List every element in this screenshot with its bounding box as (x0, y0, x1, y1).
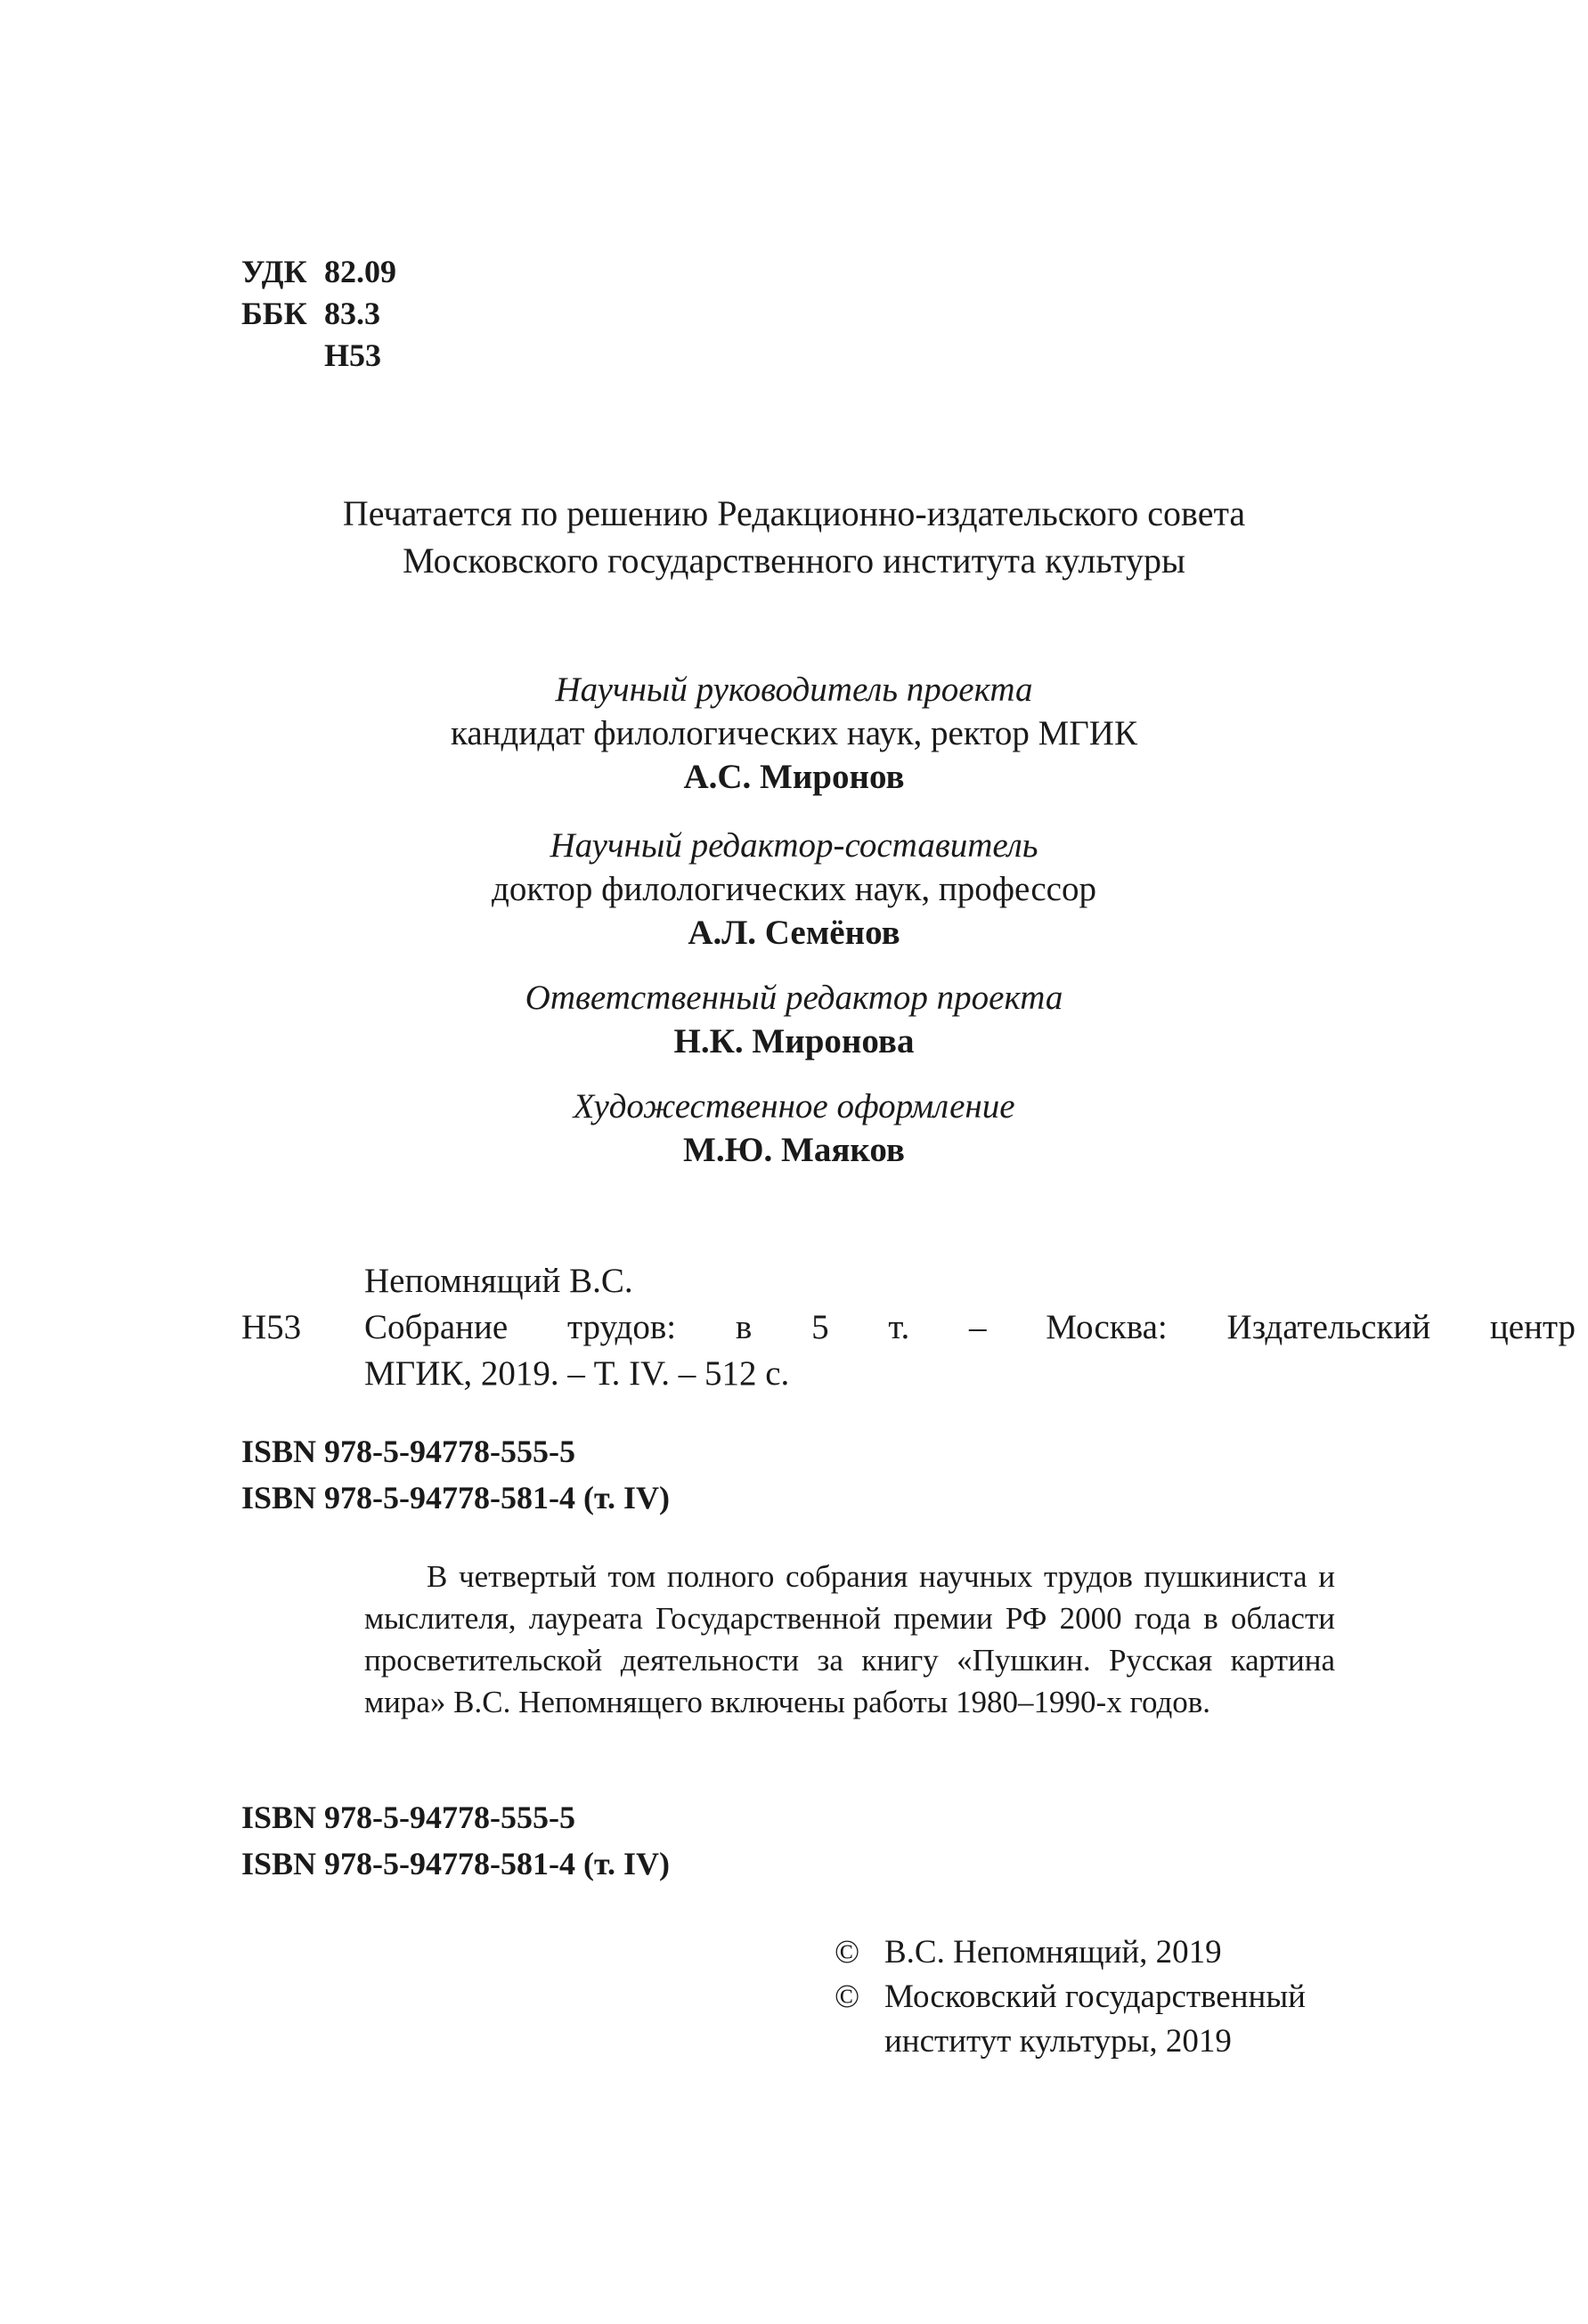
bib-author-code: Н53 (241, 1308, 302, 1346)
bbk-value: 83.3 (324, 296, 380, 331)
author-mark: Н53 (324, 337, 382, 373)
credit-title: доктор филологических наук, профессор (492, 870, 1096, 908)
isbn-volume: ISBN 978-5-94778-581-4 (т. IV) (241, 1480, 670, 1515)
isbn-series: ISBN 978-5-94778-555-5 (241, 1800, 575, 1835)
classification-block (241, 251, 396, 377)
credit-managing-editor (0, 976, 1588, 1063)
udk-value: 82.09 (324, 254, 396, 289)
credit-role: Ответственный редактор проекта (525, 979, 1063, 1017)
bib-title-line-2: МГИК, 2019. – Т. IV. – 512 с. (364, 1354, 790, 1393)
copyright-block (835, 1930, 1306, 2064)
isbn-block-top (241, 1428, 670, 1521)
copyright-institute-line-1: Московский государственный (884, 1979, 1306, 2015)
isbn-series: ISBN 978-5-94778-555-5 (241, 1434, 575, 1469)
udk-label: УДК (241, 254, 307, 289)
copyright-author-text: В.С. Непомнящий, 2019 (884, 1934, 1222, 1971)
isbn-volume: ISBN 978-5-94778-581-4 (т. IV) (241, 1846, 670, 1881)
isbn-block-bottom (241, 1794, 670, 1887)
credit-name: А.С. Миронов (683, 758, 905, 796)
bbk-row (241, 293, 396, 335)
credit-role: Научный руководитель проекта (555, 670, 1033, 709)
credit-title: кандидат филологических наук, ректор МГИК (451, 714, 1137, 752)
author-mark-row (241, 335, 396, 377)
copyright-symbol: © (835, 1934, 860, 1971)
copyright-symbol: © (835, 1979, 860, 2015)
credit-scientific-editor (0, 824, 1588, 955)
abstract-paragraph: В четвертый том полного собрания научных трудов пушкиниста и мыслителя, лауреата Государственной премии РФ 2000 года в области просветительской деятельности за книгу «Пушкин. Русская картина мира» В.С. Непомнящего включены работы 1980–1990-х годов. (364, 1559, 1335, 1719)
copyright-institute (835, 1975, 1306, 2064)
bbk-label: ББК (241, 296, 307, 331)
credit-name: А.Л. Семёнов (688, 914, 900, 952)
bib-title-line-1: Собрание трудов: в 5 т. – Москва: Издательский центр (364, 1308, 1576, 1346)
credit-role: Научный редактор-составитель (550, 826, 1038, 865)
bib-author: Непомнящий В.С. (364, 1262, 633, 1300)
publication-note-line-1: Печатается по решению Редакционно-издательского совета (342, 493, 1246, 533)
publication-note-line-2: Московского государственного института культуры (403, 540, 1185, 581)
credit-role: Художественное оформление (573, 1087, 1015, 1125)
credit-name: Н.К. Миронова (673, 1022, 915, 1060)
credit-name: М.Ю. Маяков (683, 1131, 905, 1169)
credit-scientific-director (0, 668, 1588, 799)
credit-art-design (0, 1085, 1588, 1172)
copyright-author (835, 1930, 1306, 1975)
udk-row (241, 251, 396, 293)
publication-note (0, 490, 1588, 584)
copyright-institute-line-2: институт культуры, 2019 (884, 2023, 1232, 2060)
